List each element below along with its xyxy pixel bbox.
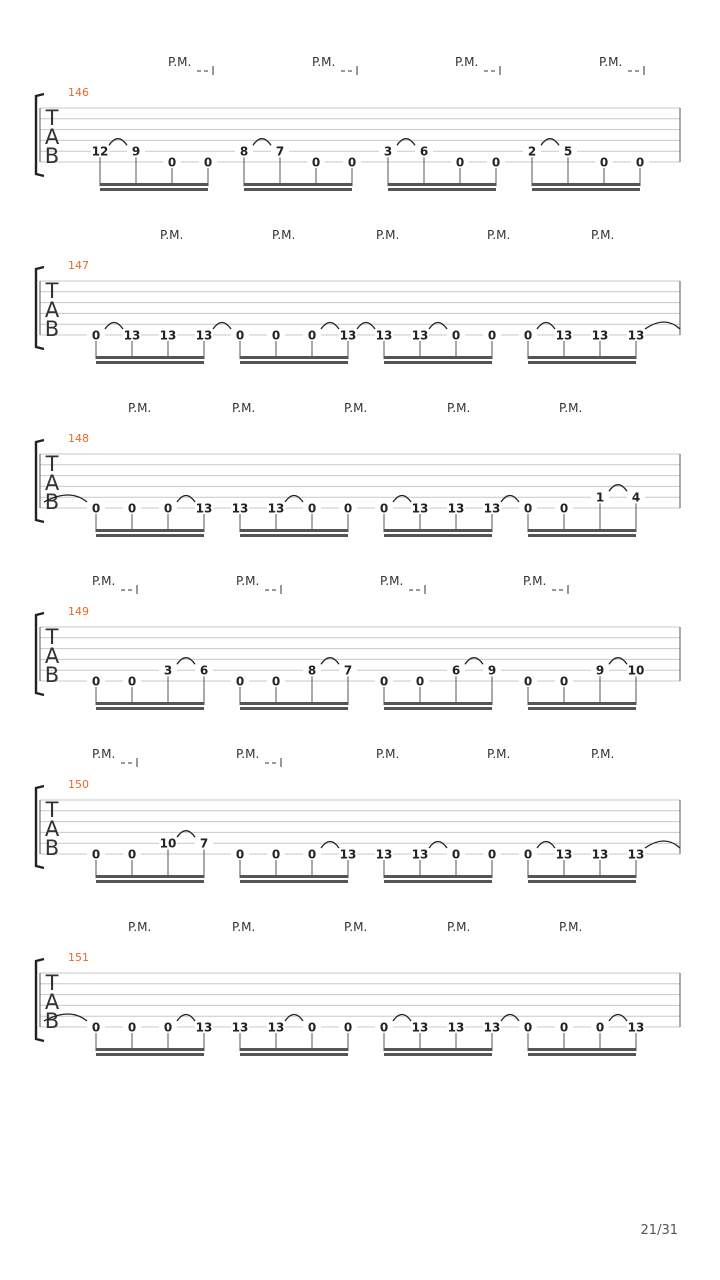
fret-number: 0 [235,674,245,689]
tab-clef-letter: T [45,971,59,995]
tie-arc [393,496,411,503]
fret-number: 0 [307,501,317,516]
tab-clef-letter: A [44,990,60,1014]
beam [528,880,636,883]
beam-group [375,1015,501,1057]
tab-clef-letter: A [44,471,60,495]
beam-group [523,139,649,191]
tie-arc [393,1015,411,1022]
fret-number: 0 [559,501,569,516]
fret-number: 0 [127,847,137,862]
palm-mute-mark: P.M. [160,228,184,242]
fret-number: 8 [239,144,249,159]
beam [528,702,636,705]
fret-number: 0 [167,155,177,170]
tie-arc [177,831,195,838]
fret-number: 0 [559,1020,569,1035]
fret-number: 13 [375,847,393,862]
beam [528,875,636,878]
fret-number: 0 [379,1020,389,1035]
fret-number: 0 [599,155,609,170]
fret-number: 0 [91,1020,101,1035]
fret-number: 0 [523,328,533,343]
beam [240,702,348,705]
fret-number: 12 [91,144,109,159]
beam-group [91,139,217,191]
beam [384,707,492,710]
tie-arc [541,139,559,146]
beam [96,875,204,878]
tie-arc [429,323,447,330]
tab-clef-letter: T [45,106,59,130]
beam [96,880,204,883]
tie-arc [609,485,627,492]
tie-arc [357,323,375,330]
tab-clef-letter: A [44,644,60,668]
beam [240,356,348,359]
beam [96,1053,204,1056]
beam-group [87,658,213,710]
tab-clef-letter: T [45,452,59,476]
fret-number: 13 [267,501,285,516]
palm-mute-mark: P.M. [376,747,400,761]
beam [388,188,496,191]
fret-number: 5 [563,144,573,159]
palm-mute-mark: P.M. [128,401,152,415]
tie-arc [253,139,271,146]
beam-group [519,1015,645,1057]
beam [240,875,348,878]
palm-mute-mark: P.M. [128,920,152,934]
palm-mute-mark: P.M. [487,228,511,242]
fret-number: 6 [451,663,461,678]
palm-mute-mark: P.M. [591,228,615,242]
fret-number: 0 [635,155,645,170]
tie-arc [501,496,519,503]
beam [528,356,636,359]
beam [528,1048,636,1051]
fret-number: 0 [523,1020,533,1035]
palm-mute-mark: P.M. [591,747,615,761]
beam [96,534,204,537]
fret-number: 0 [523,847,533,862]
fret-number: 0 [595,1020,605,1035]
tie-arc [501,1015,519,1022]
beam [384,534,492,537]
measure-number: 147 [68,259,89,272]
palm-mute-mark: P.M. [272,228,296,242]
palm-mute-mark: P.M. [312,55,336,69]
fret-number: 13 [339,847,357,862]
tie-arc [609,1015,627,1022]
fret-number: 13 [231,1020,249,1035]
measure-number: 149 [68,605,89,618]
tab-clef-letter: B [44,144,60,168]
tie-arc [177,496,195,503]
fret-number: 13 [411,328,429,343]
page-number: 21/31 [640,1223,678,1238]
fret-number: 0 [347,155,357,170]
tab-clef-letter: T [45,279,59,303]
beam [528,1053,636,1056]
fret-number: 13 [447,501,465,516]
beam-group [519,323,645,365]
tab-system-150 [36,747,680,883]
tie-arc [285,496,303,503]
beam [240,534,348,537]
beam [384,361,492,364]
fret-number: 3 [383,144,393,159]
beam [528,534,636,537]
tab-clef-letter: A [44,125,60,149]
fret-number: 0 [91,847,101,862]
tab-clef-letter: A [44,298,60,322]
beam [532,188,640,191]
fret-number: 0 [343,501,353,516]
beam [96,361,204,364]
fret-number: 13 [447,1020,465,1035]
palm-mute-mark: P.M. [599,55,623,69]
fret-number: 0 [455,155,465,170]
fret-number: 3 [163,663,173,678]
fret-number: 0 [487,328,497,343]
fret-number: 13 [195,328,213,343]
tab-system-148 [36,401,680,537]
palm-mute-mark: P.M. [376,228,400,242]
fret-number: 13 [411,501,429,516]
beam [96,529,204,532]
fret-number: 0 [127,1020,137,1035]
palm-mute-mark: P.M. [232,920,256,934]
fret-number: 13 [339,328,357,343]
beam-group [87,831,213,883]
palm-mute-mark: P.M. [380,574,404,588]
measure-number: 148 [68,432,89,445]
tab-clef-letter: B [44,836,60,860]
fret-number: 0 [491,155,501,170]
beam [240,361,348,364]
tie-arc [109,139,127,146]
palm-mute-mark: P.M. [168,55,192,69]
beam [240,1048,348,1051]
tie-arc-out [645,841,680,848]
fret-number: 13 [555,847,573,862]
fret-number: 9 [595,663,605,678]
fret-number: 7 [343,663,353,678]
fret-number: 0 [127,501,137,516]
tab-clef-letter: B [44,317,60,341]
tab-clef-letter: B [44,663,60,687]
fret-number: 0 [379,501,389,516]
fret-number: 13 [627,328,645,343]
tab-system-146 [36,55,680,191]
fret-number: 0 [307,328,317,343]
beam-group [375,323,501,365]
fret-number: 13 [483,501,501,516]
fret-number: 0 [451,328,461,343]
palm-mute-mark: P.M. [344,920,368,934]
tie-arc [285,1015,303,1022]
tie-arc [537,842,555,849]
beam-group [375,842,501,884]
beam [96,356,204,359]
tab-clef-letter: T [45,625,59,649]
fret-number: 0 [91,674,101,689]
fret-number: 10 [627,663,645,678]
fret-number: 13 [591,328,609,343]
fret-number: 6 [419,144,429,159]
fret-number: 0 [415,674,425,689]
fret-number: 10 [159,836,177,851]
fret-number: 13 [411,1020,429,1035]
measure-number: 150 [68,778,89,791]
fret-number: 0 [307,847,317,862]
beam [240,880,348,883]
beam-group [519,658,645,710]
fret-number: 13 [195,1020,213,1035]
palm-mute-mark: P.M. [344,401,368,415]
fret-number: 2 [527,144,537,159]
beam-group [375,496,501,538]
fret-number: 0 [343,1020,353,1035]
beam [384,1053,492,1056]
beam [388,183,496,186]
palm-mute-mark: P.M. [92,574,116,588]
fret-number: 13 [627,847,645,862]
fret-number: 0 [271,674,281,689]
fret-number: 0 [203,155,213,170]
beam-group [231,658,357,710]
fret-number: 0 [523,501,533,516]
fret-number: 7 [275,144,285,159]
measure-number: 146 [68,86,89,99]
fret-number: 0 [311,155,321,170]
fret-number: 8 [307,663,317,678]
beam [528,707,636,710]
fret-number: 0 [559,674,569,689]
tab-system-147 [36,228,680,364]
fret-number: 9 [131,144,141,159]
palm-mute-mark: P.M. [559,920,583,934]
fret-number: 0 [379,674,389,689]
tab-clef-letter: T [45,798,59,822]
palm-mute-mark: P.M. [447,920,471,934]
beam [384,356,492,359]
tab-system-151 [36,920,680,1056]
palm-mute-mark: P.M. [236,747,260,761]
beam-group [231,1015,357,1057]
tie-arc [177,1015,195,1022]
beam-group [519,485,645,537]
beam [100,188,208,191]
palm-mute-mark: P.M. [92,747,116,761]
tie-arc [537,323,555,330]
beam [532,183,640,186]
measure-number: 151 [68,951,89,964]
tab-clef-letter: A [44,817,60,841]
beam-group [87,496,213,538]
fret-number: 0 [235,847,245,862]
beam [384,880,492,883]
tie-arc [321,842,339,849]
tab-system-149 [36,574,680,710]
fret-number: 13 [591,847,609,862]
fret-number: 13 [627,1020,645,1035]
beam [528,361,636,364]
fret-number: 6 [199,663,209,678]
beam [240,1053,348,1056]
beam-group [231,323,357,365]
beam [100,183,208,186]
tie-arc [429,842,447,849]
tab-clef-letter: B [44,1009,60,1033]
fret-number: 13 [411,847,429,862]
fret-number: 13 [483,1020,501,1035]
fret-number: 0 [91,501,101,516]
beam [96,707,204,710]
fret-number: 0 [271,847,281,862]
beam-group [231,496,357,538]
palm-mute-mark: P.M. [232,401,256,415]
beam [384,702,492,705]
fret-number: 0 [163,1020,173,1035]
beam [244,188,352,191]
tie-arc [213,323,231,330]
fret-number: 13 [123,328,141,343]
fret-number: 0 [487,847,497,862]
beam [240,707,348,710]
tie-arc [609,658,627,665]
palm-mute-mark: P.M. [559,401,583,415]
fret-number: 13 [555,328,573,343]
beam [384,529,492,532]
beam [240,529,348,532]
palm-mute-mark: P.M. [447,401,471,415]
fret-number: 7 [199,836,209,851]
beam-group [231,842,357,884]
fret-number: 1 [595,490,605,505]
fret-number: 13 [159,328,177,343]
beam-group [375,658,501,710]
beam-group [87,1015,213,1057]
fret-number: 13 [267,1020,285,1035]
beam [96,1048,204,1051]
tie-arc [465,658,483,665]
palm-mute-mark: P.M. [487,747,511,761]
fret-number: 0 [127,674,137,689]
beam [384,875,492,878]
tie-arc [321,658,339,665]
tab-clef-letter: B [44,490,60,514]
beam-group [519,842,645,884]
tie-arc [105,323,123,330]
fret-number: 0 [307,1020,317,1035]
beam [528,529,636,532]
beam-group [379,139,505,191]
fret-number: 0 [271,328,281,343]
fret-number: 4 [631,490,641,505]
fret-number: 13 [375,328,393,343]
fret-number: 9 [487,663,497,678]
tie-arc-out [645,322,680,329]
fret-number: 0 [523,674,533,689]
tie-arc [397,139,415,146]
fret-number: 13 [231,501,249,516]
fret-number: 0 [163,501,173,516]
fret-number: 0 [235,328,245,343]
beam-group [235,139,361,191]
palm-mute-mark: P.M. [523,574,547,588]
fret-number: 0 [91,328,101,343]
beam [384,1048,492,1051]
palm-mute-mark: P.M. [236,574,260,588]
fret-number: 13 [195,501,213,516]
fret-number: 0 [451,847,461,862]
beam-group [87,323,213,365]
beam [244,183,352,186]
tie-arc [321,323,339,330]
tie-arc [177,658,195,665]
palm-mute-mark: P.M. [455,55,479,69]
beam [96,702,204,705]
